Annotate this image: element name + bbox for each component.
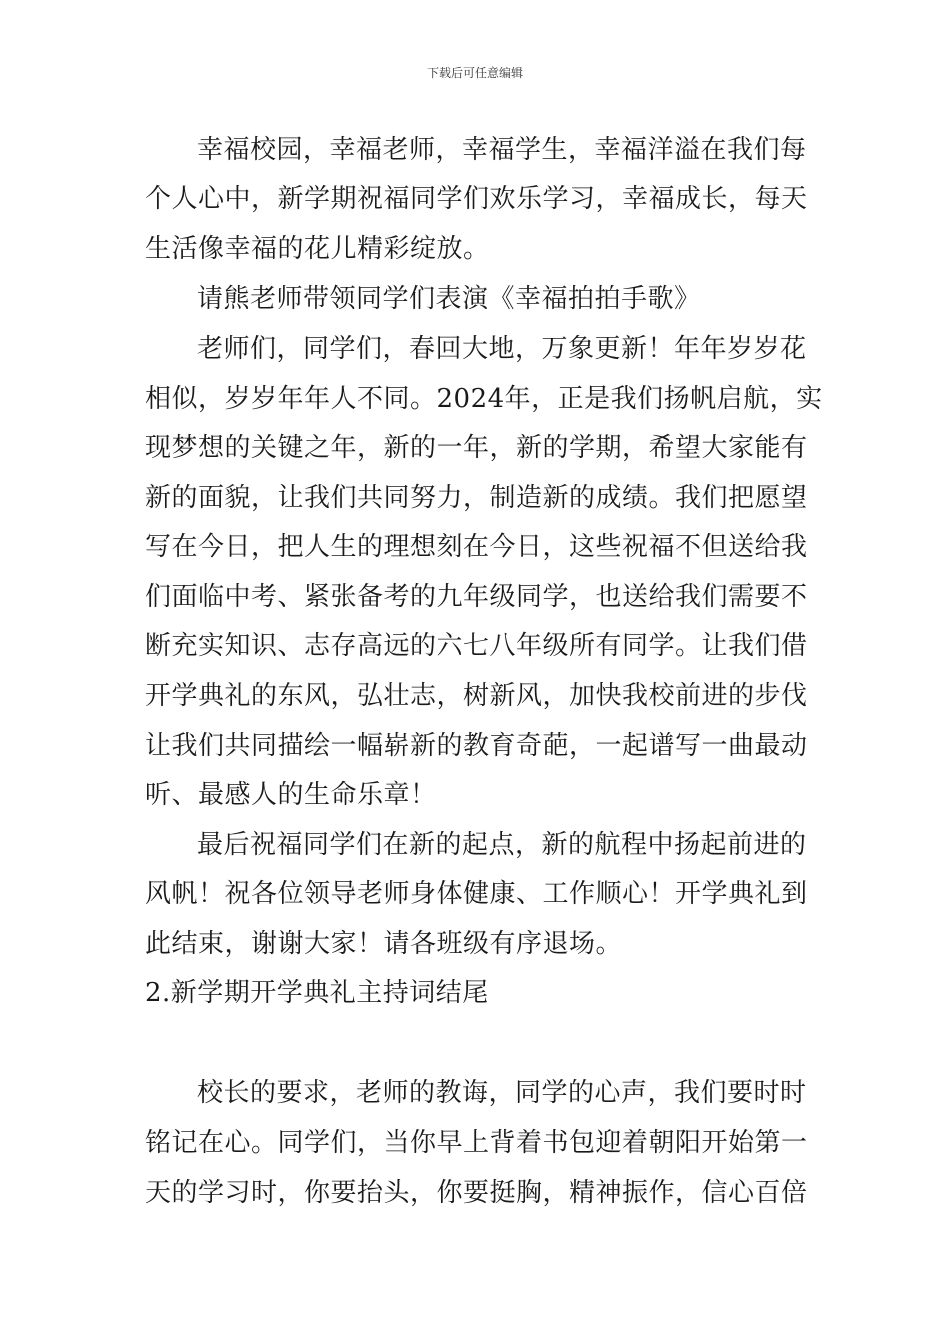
text-line: 相似，岁岁年年人不同。2024年，正是我们扬帆启航，实 <box>145 384 823 414</box>
text-line: 最后祝福同学们在新的起点，新的航程中扬起前进的 <box>197 830 807 860</box>
text-line: 幸福校园，幸福老师，幸福学生，幸福洋溢在我们每 <box>197 135 807 165</box>
text-line: 开学典礼的东风，弘壮志，树新风，加快我校前进的步伐 <box>145 681 808 711</box>
text-line: 铭记在心。同学们，当你早上背着书包迎着朝阳开始第一 <box>145 1128 808 1158</box>
text-line: 现梦想的关键之年，新的一年，新的学期，希望大家能有 <box>145 433 808 463</box>
text-line: 生活像幸福的花儿精彩绽放。 <box>145 234 490 264</box>
page-header: 下载后可任意编辑 <box>426 66 523 80</box>
text-line: 们面临中考、紧张备考的九年级同学，也送给我们需要不 <box>145 582 808 612</box>
section-heading: 2.新学期开学典礼主持词结尾 <box>145 978 489 1008</box>
text-line: 此结束，谢谢大家！请各班级有序退场。 <box>145 929 623 959</box>
text-line: 听、最感人的生命乐章！ <box>145 780 437 810</box>
text-line: 风帆！祝各位领导老师身体健康、工作顺心！开学典礼到 <box>145 879 808 909</box>
text-line: 个人心中，新学期祝福同学们欢乐学习，幸福成长，每天 <box>145 184 808 214</box>
text-line: 让我们共同描绘一幅崭新的教育奇葩，一起谱写一曲最动 <box>145 731 808 761</box>
text-line: 老师们，同学们，春回大地，万象更新！年年岁岁花 <box>197 334 807 364</box>
text-line: 新的面貌，让我们共同努力，制造新的成绩。我们把愿望 <box>145 483 808 513</box>
text-line: 校长的要求，老师的教诲，同学的心声，我们要时时 <box>197 1078 807 1108</box>
text-line: 断充实知识、志存高远的六七八年级所有同学。让我们借 <box>145 631 808 661</box>
text-line: 请熊老师带领同学们表演《幸福拍拍手歌》 <box>197 284 701 314</box>
text-line: 天的学习时，你要抬头，你要挺胸，精神振作，信心百倍 <box>145 1178 808 1208</box>
text-line: 写在今日，把人生的理想刻在今日，这些祝福不但送给我 <box>145 532 808 562</box>
